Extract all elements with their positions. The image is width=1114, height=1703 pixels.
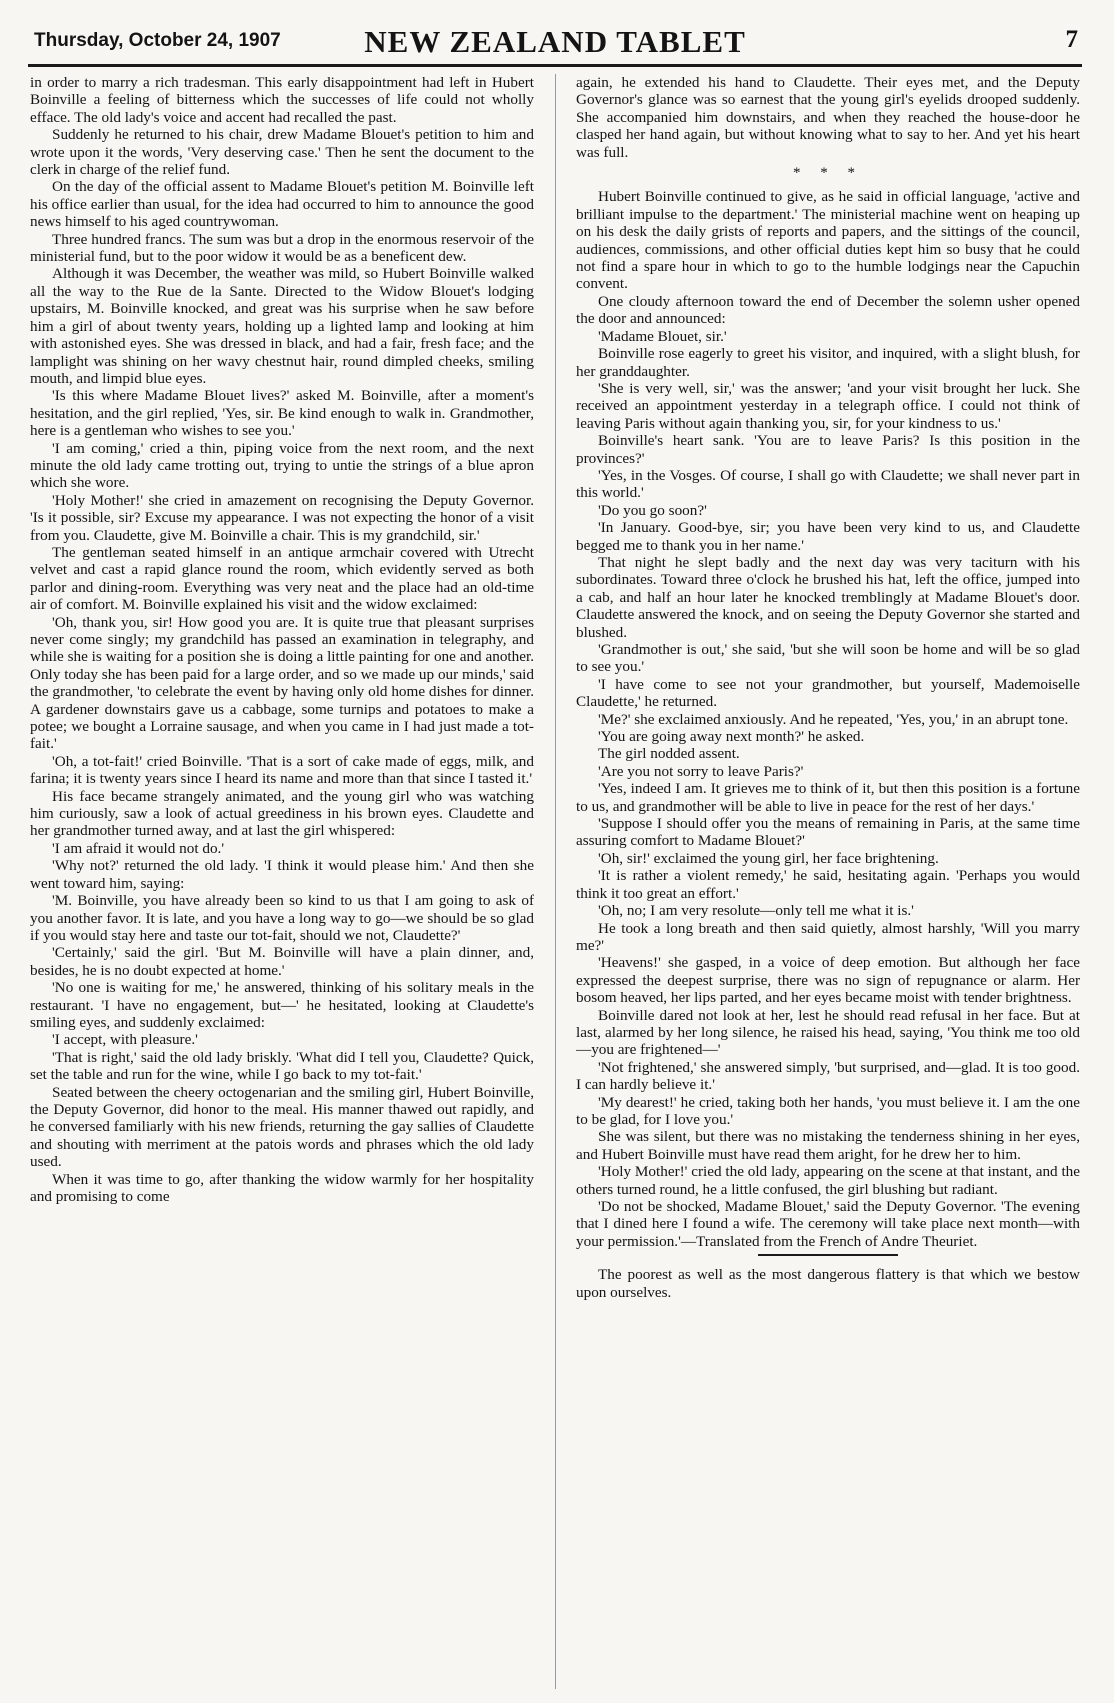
story-paragraph: On the day of the official assent to Madame Blouet's petition M. Boinville left his office earlier than usual, for the idea had occurred to him to announce the good news himself to his aged countrywoman. bbox=[30, 178, 534, 231]
story-paragraph: 'I have come to see not your grandmother, but yourself, Mademoiselle Claudette,' he returned. bbox=[576, 675, 1080, 711]
story-paragraph: 'That is right,' said the old lady briskly. 'What did I tell you, Claudette? Quick, set the table and run for the wine, while I go back to my tot-fait.' bbox=[30, 1048, 534, 1084]
story-paragraph: 'In January. Good-bye, sir; you have been very kind to us, and Claudette begged me to thank you in her name.' bbox=[576, 519, 1080, 554]
story-paragraph: 'Not frightened,' she answered simply, 'but surprised, and—glad. It is too good. I can hardly believe it.' bbox=[576, 1058, 1080, 1094]
story-paragraph: His face became strangely animated, and the young girl who was watching him curiously, saw a look of actual greediness in his brown eyes. Claudette and her grandmother turned away, and at last the girl whispered: bbox=[30, 787, 534, 840]
story-paragraph: 'Oh, a tot-fait!' cried Boinville. 'That is a sort of cake made of eggs, milk, and farina; it is twenty years since I heard its name and more than that since I tasted it.' bbox=[30, 752, 534, 788]
story-paragraph: 'She is very well, sir,' was the answer; 'and your visit brought her luck. She received an appointment yesterday in a telegraph office. I could not think of leaving Paris without again thanking you, sir, for your kindness to us.' bbox=[576, 379, 1080, 432]
left-column bbox=[30, 74, 534, 1694]
story-paragraph: Boinville's heart sank. 'You are to leave Paris? Is this position in the provinces?' bbox=[576, 432, 1080, 467]
story-paragraph: 'M. Boinville, you have already been so kind to us that I am going to ask of you another favor. It is late, and you have a long way to go—we should be so glad if you would stay here and taste our tot-fait, should we not, Claudette?' bbox=[30, 892, 534, 944]
story-paragraph: The gentleman seated himself in an antique armchair covered with Utrecht velvet and cast a rapid glance round the room, which evidently served as both parlor and dining-room. Everything was very neat and the place had an old-time air of comfort. M. Boinville explained his visit and the widow exclaimed: bbox=[30, 543, 534, 614]
story-paragraph: 'I accept, with pleasure.' bbox=[52, 1031, 198, 1049]
story-paragraph: 'Holy Mother!' she cried in amazement on recognising the Deputy Governor. 'Is it possible, sir? Excuse my appearance. I was not expecting the honor of a visit from you. Claudette, give M. Boinville a chair. This is my grandchild, sir.' bbox=[30, 491, 534, 544]
story-paragraph: 'Certainly,' said the girl. 'But M. Boinville will have a plain dinner, and, besides, he is no doubt expected at home.' bbox=[30, 944, 534, 979]
story-paragraph: The girl nodded assent. bbox=[598, 745, 740, 763]
story-paragraph: One cloudy afternoon toward the end of December the solemn usher opened the door and announced: bbox=[576, 292, 1080, 328]
story-paragraph: 'Do not be shocked, Madame Blouet,' said the Deputy Governor. 'The evening that I dined here I found a wife. The ceremony will take place next month—with your permission.'—Translated from the French of Andre Theuriet. bbox=[576, 1198, 1080, 1250]
masthead bbox=[28, 14, 1082, 67]
story-paragraph: again, he extended his hand to Claudette. Their eyes met, and the Deputy Governor's glance was so earnest that the young girl's eyelids drooped suddenly. She accompanied him downstairs, and when they reached the house-door he clasped her hand again, but without knowing what to say to her. And yet his heart was full. bbox=[576, 74, 1080, 161]
story-end-rule bbox=[758, 1254, 898, 1256]
story-paragraph: When it was time to go, after thanking the widow warmly for her hospitality and promising to come bbox=[30, 1170, 534, 1205]
story-paragraph: 'You are going away next month?' he asked. bbox=[598, 728, 865, 746]
story-paragraph: in order to marry a rich tradesman. This early disappointment had left in Hubert Boinville a feeling of bitterness which the successes of life could not wholly efface. The old lady's voice and accent had recalled the past. bbox=[30, 74, 534, 126]
story-paragraph: 'Are you not sorry to leave Paris?' bbox=[598, 762, 804, 780]
story-paragraph: 'It is rather a violent remedy,' he said, hesitating again. 'Perhaps you would think it too great an effort.' bbox=[576, 867, 1080, 902]
story-paragraph: 'Why not?' returned the old lady. 'I think it would please him.' And then she went toward him, saying: bbox=[30, 857, 534, 892]
story-paragraph: 'Yes, indeed I am. It grieves me to think of it, but then this position is a fortune to us, and grandmother will be able to live in peace for the rest of her days.' bbox=[576, 780, 1080, 815]
story-paragraph: Although it was December, the weather was mild, so Hubert Boinville walked all the way to the Rue de la Sante. Directed to the Widow Blouet's lodging upstairs, M. Boinville knocked, and great was his surprise when he saw before him a girl of about twenty years, holding up a lighted lamp and looking at him with astonished eyes. She was dressed in black, and had a fair, fresh face; and the lamplight was shining on her wavy chestnut hair, round dimpled cheeks, smiling mouth, and limpid blue eyes. bbox=[30, 265, 534, 387]
story-paragraph: 'I am afraid it would not do.' bbox=[52, 839, 225, 857]
story-paragraph: 'Yes, in the Vosges. Of course, I shall go with Claudette; we shall never part in this world.' bbox=[576, 466, 1080, 502]
story-paragraph: Suddenly he returned to his chair, drew Madame Blouet's petition to him and wrote upon it the words, 'Very deserving case.' Then he sent the document to the clerk in charge of the relief fund. bbox=[30, 126, 534, 179]
story-paragraph: 'Heavens!' she gasped, in a voice of deep emotion. But although her face expressed the deepest surprise, there was no sign of repugnance or alarm. Her bosom heaved, her lips parted, and her eyes became moist with tender brightness. bbox=[576, 954, 1080, 1007]
story-paragraph: He took a long breath and then said quietly, almost harshly, 'Will you marry me?' bbox=[576, 919, 1080, 954]
story-paragraph: Boinville rose eagerly to greet his visitor, and inquired, with a slight blush, for her granddaughter. bbox=[576, 345, 1080, 380]
story-paragraph: 'Oh, sir!' exclaimed the young girl, her face brightening. bbox=[598, 849, 939, 867]
story-paragraph: 'Me?' she exclaimed anxiously. And he repeated, 'Yes, you,' in an abrupt tone. bbox=[598, 710, 1069, 728]
story-paragraph: 'No one is waiting for me,' he answered, thinking of his solitary meals in the restaurant. 'I have no engagement, but—' he hesitated, looking at Claudette's smiling eyes, and suddenly exclaimed: bbox=[30, 979, 534, 1031]
story-paragraph: 'Do you go soon?' bbox=[598, 501, 707, 519]
story-paragraph: Hubert Boinville continued to give, as he said in official language, 'active and brilliant impulse to the department.' The ministerial machine went on heaping up on his desk the daily grists of reports and papers, and the sittings of the council, audiences, commissions, and other official duties kept him so busy that he could not find a spare hour in which to go to the humble lodgings near the Capuchin convent. bbox=[576, 188, 1080, 293]
right-column bbox=[576, 74, 1080, 1694]
newspaper-title: NEW ZEALAND TABLET bbox=[364, 24, 746, 59]
issue-date: Thursday, October 24, 1907 bbox=[34, 30, 281, 51]
story-paragraph: Boinville dared not look at her, lest he should read refusal in her face. But at last, alarmed by her long silence, he raised his head, saying, 'You think me too old—you are frightened—' bbox=[576, 1006, 1080, 1059]
page-number: 7 bbox=[1065, 26, 1078, 53]
section-separator: * * * bbox=[793, 165, 863, 182]
story-paragraph: 'My dearest!' he cried, taking both her hands, 'you must believe it. I am the one to be glad, for I love you.' bbox=[576, 1093, 1080, 1128]
story-paragraph: 'I am coming,' cried a thin, piping voice from the next room, and the next minute the old lady came trotting out, trying to untie the strings of a blue apron which she wore. bbox=[30, 439, 534, 492]
story-paragraph: Seated between the cheery octogenarian and the smiling girl, Hubert Boinville, the Deputy Governor, did honor to the meal. His manner thawed out rapidly, and he conversed familiarly with his new friends, returning the gay sallies of Claudette and shouting with merriment at the patois words and phrases which the old lady used. bbox=[30, 1083, 534, 1171]
story-paragraph: That night he slept badly and the next day was very taciturn with his subordinates. Toward three o'clock he brushed his hat, left the office, jumped into a cab, and half an hour later he knocked tremblingly at Madame Blouet's door. Claudette answered the knock, and on seeing the Deputy Governor she started and blushed. bbox=[576, 553, 1080, 641]
story-paragraph: Three hundred francs. The sum was but a drop in the enormous reservoir of the ministerial fund, but to the poor widow it would be as a beneficent dew. bbox=[30, 230, 534, 266]
story-paragraph: 'Holy Mother!' cried the old lady, appearing on the scene at that instant, and the others turned round, he a little confused, the girl blushing but radiant. bbox=[576, 1163, 1080, 1198]
story-paragraph: 'Oh, thank you, sir! How good you are. It is quite true that pleasant surprises never come singly; my grandchild has passed an examination in telegraphy, and while she is waiting for a position she is doing a little painting for one and another. Only today she has been paid for a large order, and so we made up our minds,' said the grandmother, 'to celebrate the event by having only old home dishes for dinner. A gardener downstairs gave us a cabbage, some turnips and potatoes to make a potee; we bought a Lorraine sausage, and when you came in I had just made a tot-fait.' bbox=[30, 613, 534, 753]
story-paragraph: She was silent, but there was no mistaking the tenderness shining in her eyes, and Hubert Boinville must have read them aright, for he drew her to him. bbox=[576, 1128, 1080, 1163]
story-paragraph: 'Madame Blouet, sir.' bbox=[598, 327, 727, 345]
story-paragraph: 'Oh, no; I am very resolute—only tell me what it is.' bbox=[598, 902, 914, 920]
story-paragraph: 'Grandmother is out,' she said, 'but she will soon be home and will be so glad to see you.' bbox=[576, 641, 1080, 676]
story-paragraph: 'Suppose I should offer you the means of remaining in Paris, at the same time assuring comfort to Madame Blouet?' bbox=[576, 815, 1080, 850]
story-paragraph: 'Is this where Madame Blouet lives?' asked M. Boinville, after a moment's hesitation, and the girl replied, 'Yes, sir. Be kind enough to walk in. Grandmother, here is a gentleman who wishes to see you.' bbox=[30, 387, 534, 440]
column-rule bbox=[555, 74, 556, 1689]
story-paragraph: The poorest as well as the most dangerous flattery is that which we bestow upon ourselves. bbox=[576, 1266, 1080, 1301]
